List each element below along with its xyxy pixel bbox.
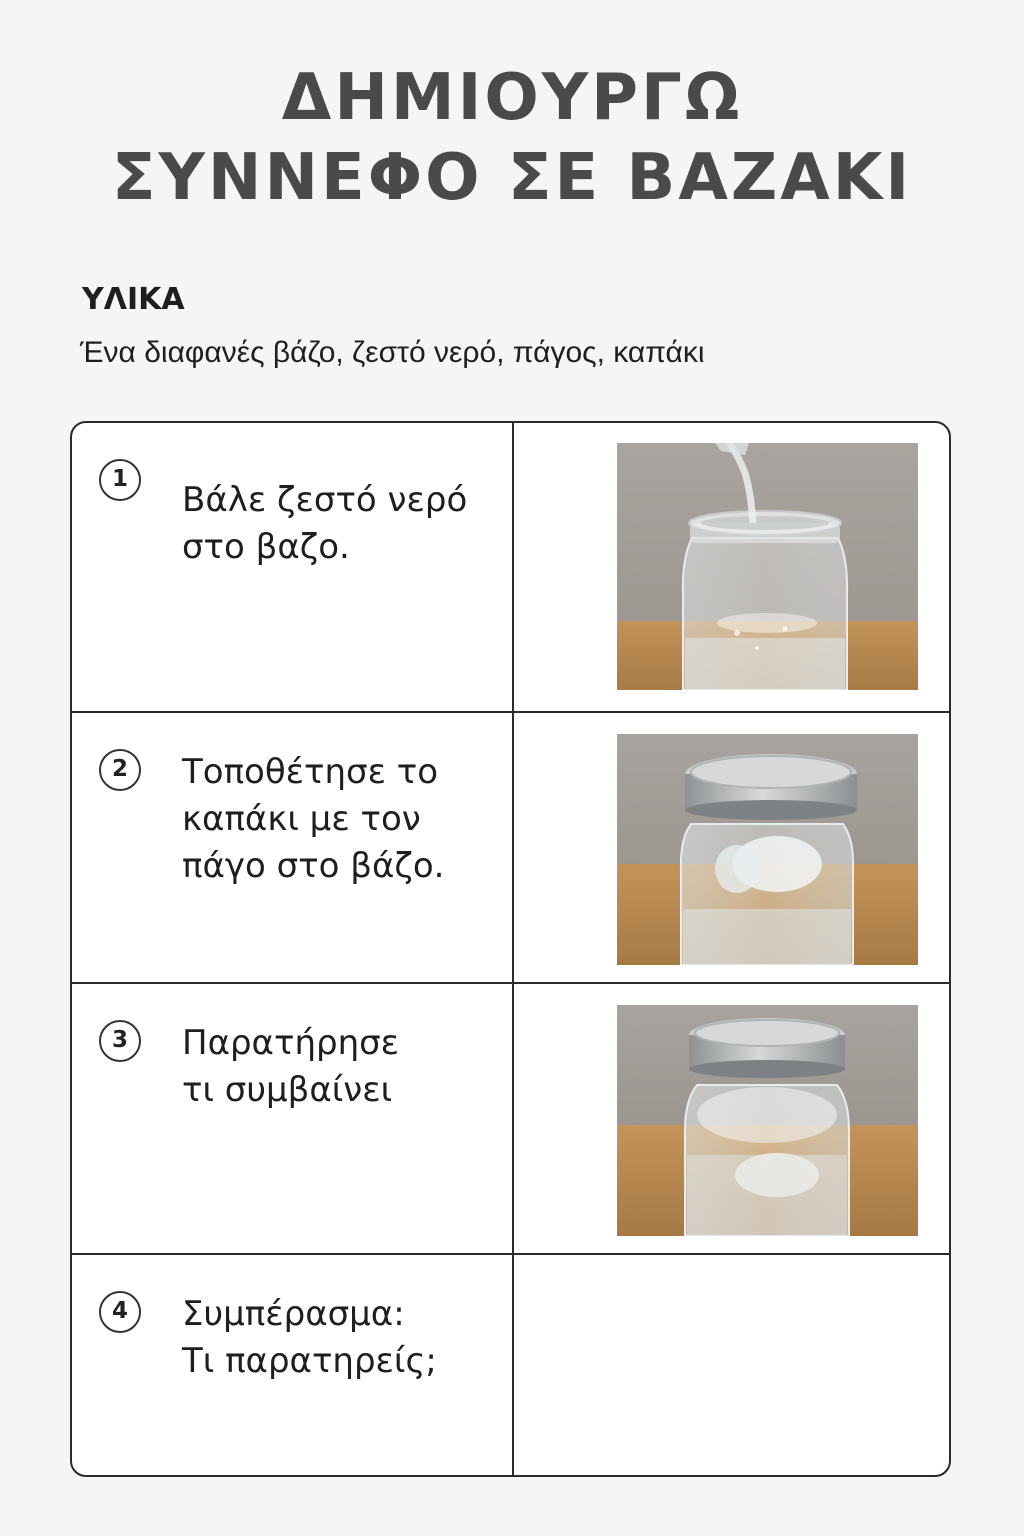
step-instruction: Παρατήρησε τι συμβαίνει [182,1023,400,1110]
photo-jar-with-ice-lid [617,734,918,965]
step-instruction: Συμπέρασμα: Τι παρατηρείς; [182,1294,437,1381]
column-divider [512,713,514,983]
step-number-badge: 2 [99,749,141,791]
title-line-2: ΣΥΝΝΕΦΟ ΣΕ ΒΑΖΑΚΙ [111,141,913,215]
step-instruction: Τοποθέτησε το καπάκι με τον πάγο στο βάζο. [182,752,445,886]
step-number-badge: 3 [99,1020,141,1062]
page-title [0,58,1024,218]
column-divider [512,1255,514,1477]
step-row-2 [72,711,949,983]
column-divider [512,423,514,712]
column-divider [512,984,514,1254]
photo-cloud-in-jar [617,1005,918,1236]
materials-heading: ΥΛΙΚΑ [82,282,185,317]
materials-text: Ένα διαφανές βάζο, ζεστό νερό, πάγος, καπάκι [80,336,705,369]
title-line-1: ΔΗΜΙΟΥΡΓΩ [281,61,743,135]
step-row-3 [72,982,949,1254]
step-number-badge: 4 [99,1291,141,1333]
photo-pouring-water [617,443,918,690]
step-row-1 [72,423,949,712]
step-row-4 [72,1253,949,1477]
step-instruction: Βάλε ζεστό νερό στο βαζο. [182,480,468,567]
steps-table [70,421,951,1477]
step-number-badge: 1 [99,459,141,501]
